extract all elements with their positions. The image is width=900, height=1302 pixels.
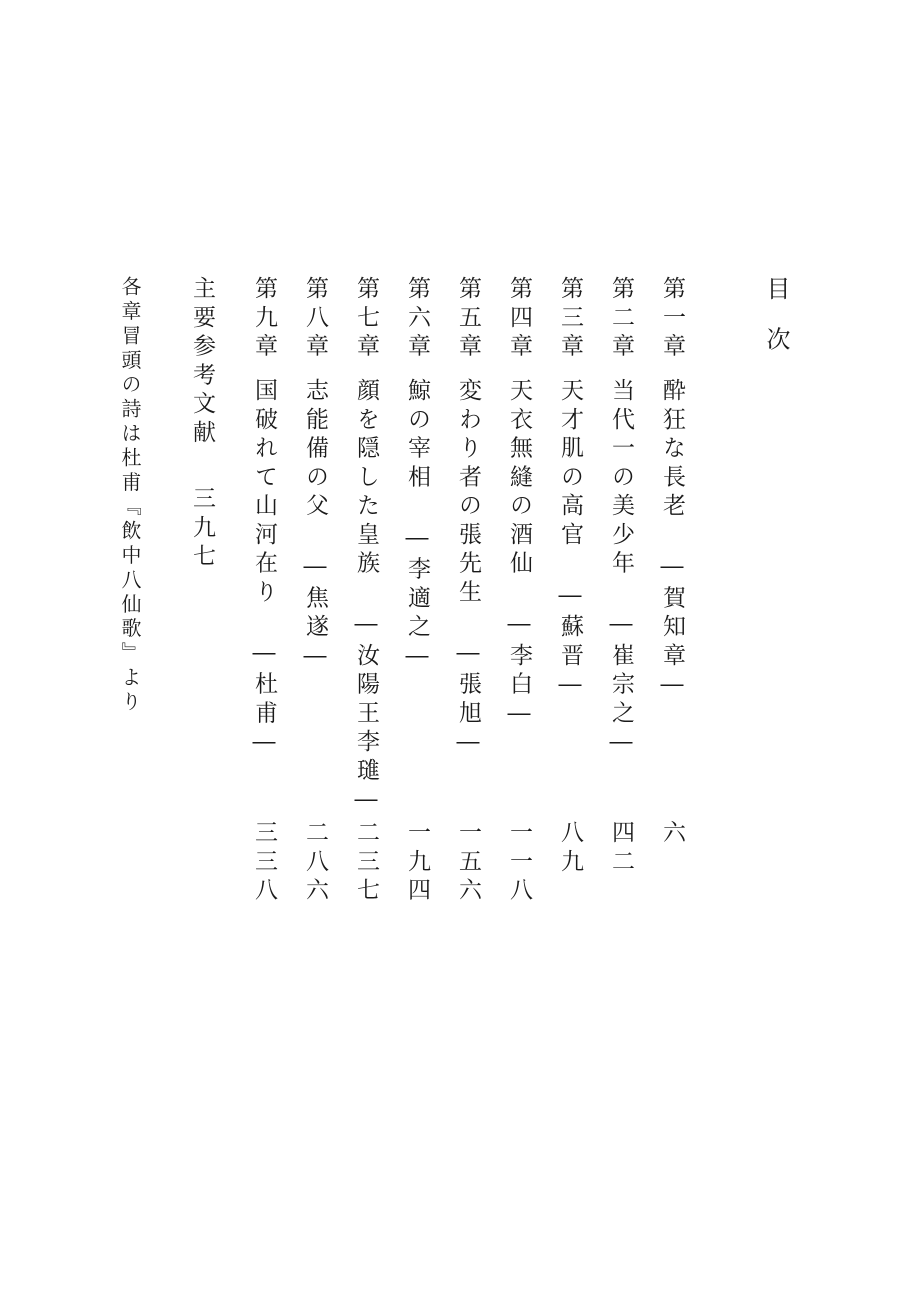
chapter-6-title[interactable]: 鯨の宰相 ―李適之― bbox=[404, 378, 430, 675]
chapter-4-page: 一一八 bbox=[506, 820, 532, 907]
chapter-3-label: 第三章 bbox=[557, 276, 583, 363]
chapter-9-label: 第九章 bbox=[251, 276, 277, 363]
chapter-8-title[interactable]: 志能備の父 ―焦遂― bbox=[302, 378, 328, 675]
chapter-6-label: 第六章 bbox=[404, 276, 430, 363]
chapter-8-label: 第八章 bbox=[302, 276, 328, 363]
chapter-5-label: 第五章 bbox=[455, 276, 481, 363]
chapter-6-page: 一九四 bbox=[404, 820, 430, 907]
chapter-3-page: 八九 bbox=[557, 820, 583, 878]
chapter-4-title[interactable]: 天衣無縫の酒仙 ―李白― bbox=[506, 378, 532, 732]
chapter-1-title[interactable]: 酔狂な長老 ―賀知章― bbox=[659, 378, 685, 704]
chapter-2-title[interactable]: 当代一の美少年 ―崔宗之― bbox=[608, 378, 634, 761]
chapter-8-page: 二八六 bbox=[302, 820, 328, 907]
chapter-7-label: 第七章 bbox=[353, 276, 379, 363]
chapter-5-title[interactable]: 変わり者の張先生 ―張旭― bbox=[455, 378, 481, 761]
references-label[interactable]: 主要参考文献 bbox=[189, 276, 215, 449]
page-title: 目次 bbox=[762, 276, 790, 377]
chapter-1-label: 第一章 bbox=[659, 276, 685, 363]
chapter-2-label: 第二章 bbox=[608, 276, 634, 363]
chapter-1-page: 六 bbox=[659, 820, 685, 849]
chapter-9-page: 三三八 bbox=[251, 820, 277, 907]
chapter-4-label: 第四章 bbox=[506, 276, 532, 363]
chapter-2-page: 四二 bbox=[608, 820, 634, 878]
poem-source-note: 各章冒頭の詩は杜甫『飲中八仙歌』より bbox=[118, 276, 142, 716]
references-page: 三九七 bbox=[189, 486, 215, 573]
chapter-5-page: 一五六 bbox=[455, 820, 481, 907]
chapter-9-title[interactable]: 国破れて山河在り ―杜甫― bbox=[251, 378, 277, 761]
chapter-7-page: 二三七 bbox=[353, 820, 379, 907]
chapter-7-title[interactable]: 顔を隠した皇族 ―汝陽王李璡― bbox=[353, 378, 379, 819]
chapter-3-title[interactable]: 天才肌の高官 ―蘇晋― bbox=[557, 378, 583, 704]
